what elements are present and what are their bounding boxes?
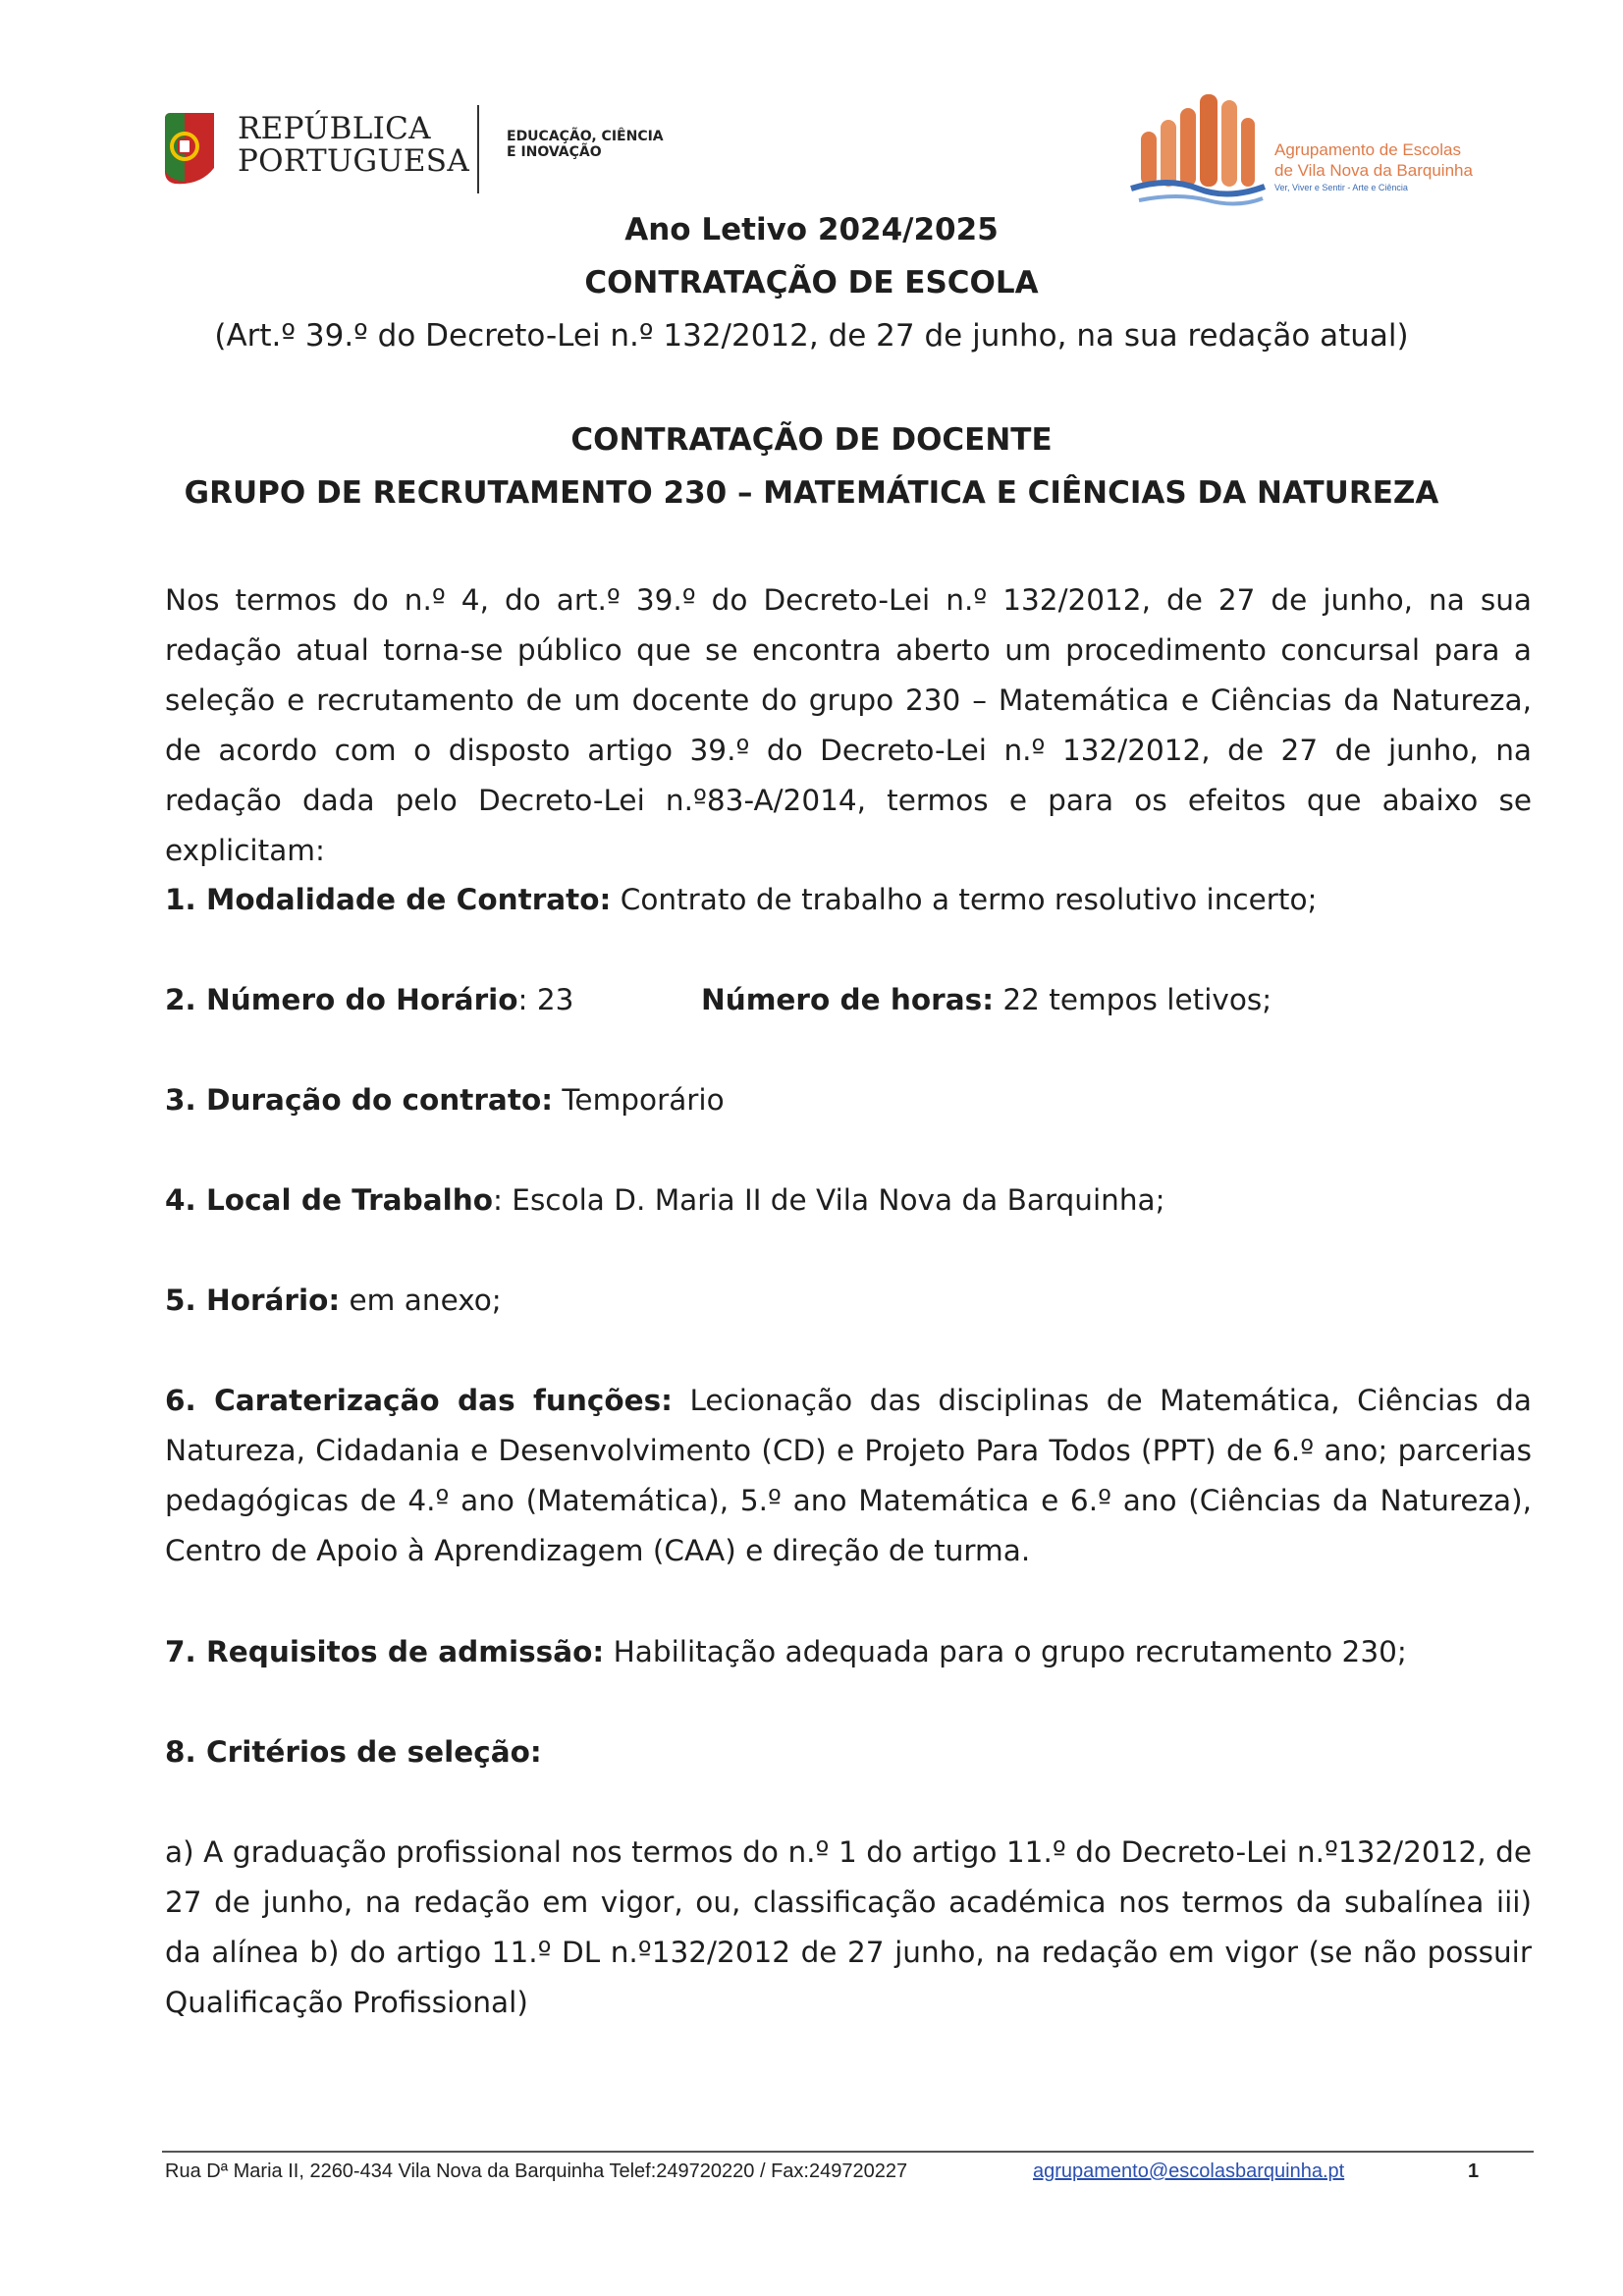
item-timetable <box>165 1276 1540 1326</box>
footer-divider <box>162 2151 1534 2153</box>
item6-value: Lecionação das disciplinas de Matemática, Ciências da Natureza, Cidadania e Desenvolvimento (CD) e Projeto Para Todos (PPT) de 6.º ano; parcerias pedagógicas de 4.º ano (Matemática), 5.º ano Matemática e 6.º ano (Ciências da Natureza), Centro de Apoio à Aprendizagem (CAA) e direção de turma. <box>165 1384 1532 1567</box>
item-selection-criteria <box>165 1727 1540 1777</box>
gov-name <box>238 113 469 178</box>
item5-value: em anexo; <box>349 1284 502 1317</box>
item-requirements <box>165 1627 1540 1677</box>
ministry-line2: E INOVAÇÃO <box>507 144 602 160</box>
ministry-name <box>507 129 664 160</box>
title-year: Ano Letivo 2024/2025 <box>624 212 999 247</box>
school-name-line1: Agrupamento de Escolas <box>1274 140 1461 159</box>
item2b-label: Número de horas: <box>701 983 994 1016</box>
item4-value: : Escola D. Maria II de Vila Nova da Barquinha; <box>492 1183 1165 1217</box>
item3-label: 3. Duração do contrato: <box>165 1083 554 1117</box>
item-duration <box>165 1075 1540 1125</box>
title-docente: CONTRATAÇÃO DE DOCENTE <box>570 422 1053 458</box>
school-logo <box>1129 90 1502 208</box>
logo-divider <box>477 105 479 193</box>
school-name-line2: de Vila Nova da Barquinha <box>1274 161 1473 180</box>
item7-value: Habilitação adequada para o grupo recrutamento 230; <box>613 1635 1407 1668</box>
item2-label: 2. Número do Horário <box>165 983 518 1016</box>
title-group: GRUPO DE RECRUTAMENTO 230 – MATEMÁTICA E CIÊNCIAS DA NATUREZA <box>184 475 1439 511</box>
gov-name-line2: PORTUGUESA <box>238 143 470 179</box>
portugal-flag-emblem-icon <box>161 109 218 188</box>
item4-label: 4. Local de Trabalho <box>165 1183 493 1217</box>
item8-label: 8. Critérios de seleção: <box>165 1735 542 1769</box>
item6-label: 6. Caraterização das funções: <box>165 1384 673 1417</box>
item-hours <box>701 975 1536 1025</box>
item1-value: Contrato de trabalho a termo resolutivo incerto; <box>620 883 1318 916</box>
item2-value: : 23 <box>517 983 574 1016</box>
item1-label: 1. Modalidade de Contrato: <box>165 883 612 916</box>
item5-label: 5. Horário: <box>165 1284 341 1317</box>
ministry-line1: EDUCAÇÃO, CIÊNCIA <box>507 129 664 144</box>
item-contract-type <box>165 875 1540 925</box>
school-emblem-icon <box>1129 90 1267 208</box>
school-name <box>1274 139 1473 181</box>
item2b-value: 22 tempos letivos; <box>1002 983 1272 1016</box>
footer-email-link[interactable]: agrupamento@escolasbarquinha.pt <box>1033 2160 1345 2182</box>
footer-address: Rua Dª Maria II, 2260-434 Vila Nova da Barquinha Telef:249720220 / Fax:249720227 <box>165 2160 908 2182</box>
title-legal-reference: (Art.º 39.º do Decreto-Lei n.º 132/2012, de 27 de junho, na sua redação atual) <box>214 318 1409 354</box>
gov-name-line1: REPÚBLICA <box>238 111 431 146</box>
item7-label: 7. Requisitos de admissão: <box>165 1635 605 1668</box>
item-functions <box>165 1376 1532 1576</box>
republica-portuguesa-logo <box>161 103 672 196</box>
page-number: 1 <box>1468 2160 1480 2182</box>
title-contract: CONTRATAÇÃO DE ESCOLA <box>584 265 1039 301</box>
item3-value: Temporário <box>562 1083 725 1117</box>
school-motto: Ver, Viver e Sentir - Arte e Ciência <box>1274 183 1408 192</box>
criteria-a-paragraph: a) A graduação profissional nos termos do n.º 1 do artigo 11.º do Decreto-Lei n.º132/2012, de 27 de junho, na redação em vigor, ou, classificação académica nos termos da subalínea iii) da alínea b) do artigo 11.º DL n.º132/2012 de 27 junho, na redação em vigor (se não possuir Qualificação Profissional) <box>165 1835 1532 2019</box>
item-workplace <box>165 1175 1540 1226</box>
intro-paragraph: Nos termos do n.º 4, do art.º 39.º do Decreto-Lei n.º 132/2012, de 27 de junho, na sua redação atual torna-se público que se encontra aberto um procedimento concursal para a seleção e recrutamento de um docente do grupo 230 – Matemática e Ciências da Natureza, de acordo com o disposto artigo 39.º do Decreto-Lei n.º 132/2012, de 27 de junho, na redação dada pelo Decreto-Lei n.º83-A/2014, termos e para os efeitos que abaixo se explicitam: <box>165 583 1532 867</box>
